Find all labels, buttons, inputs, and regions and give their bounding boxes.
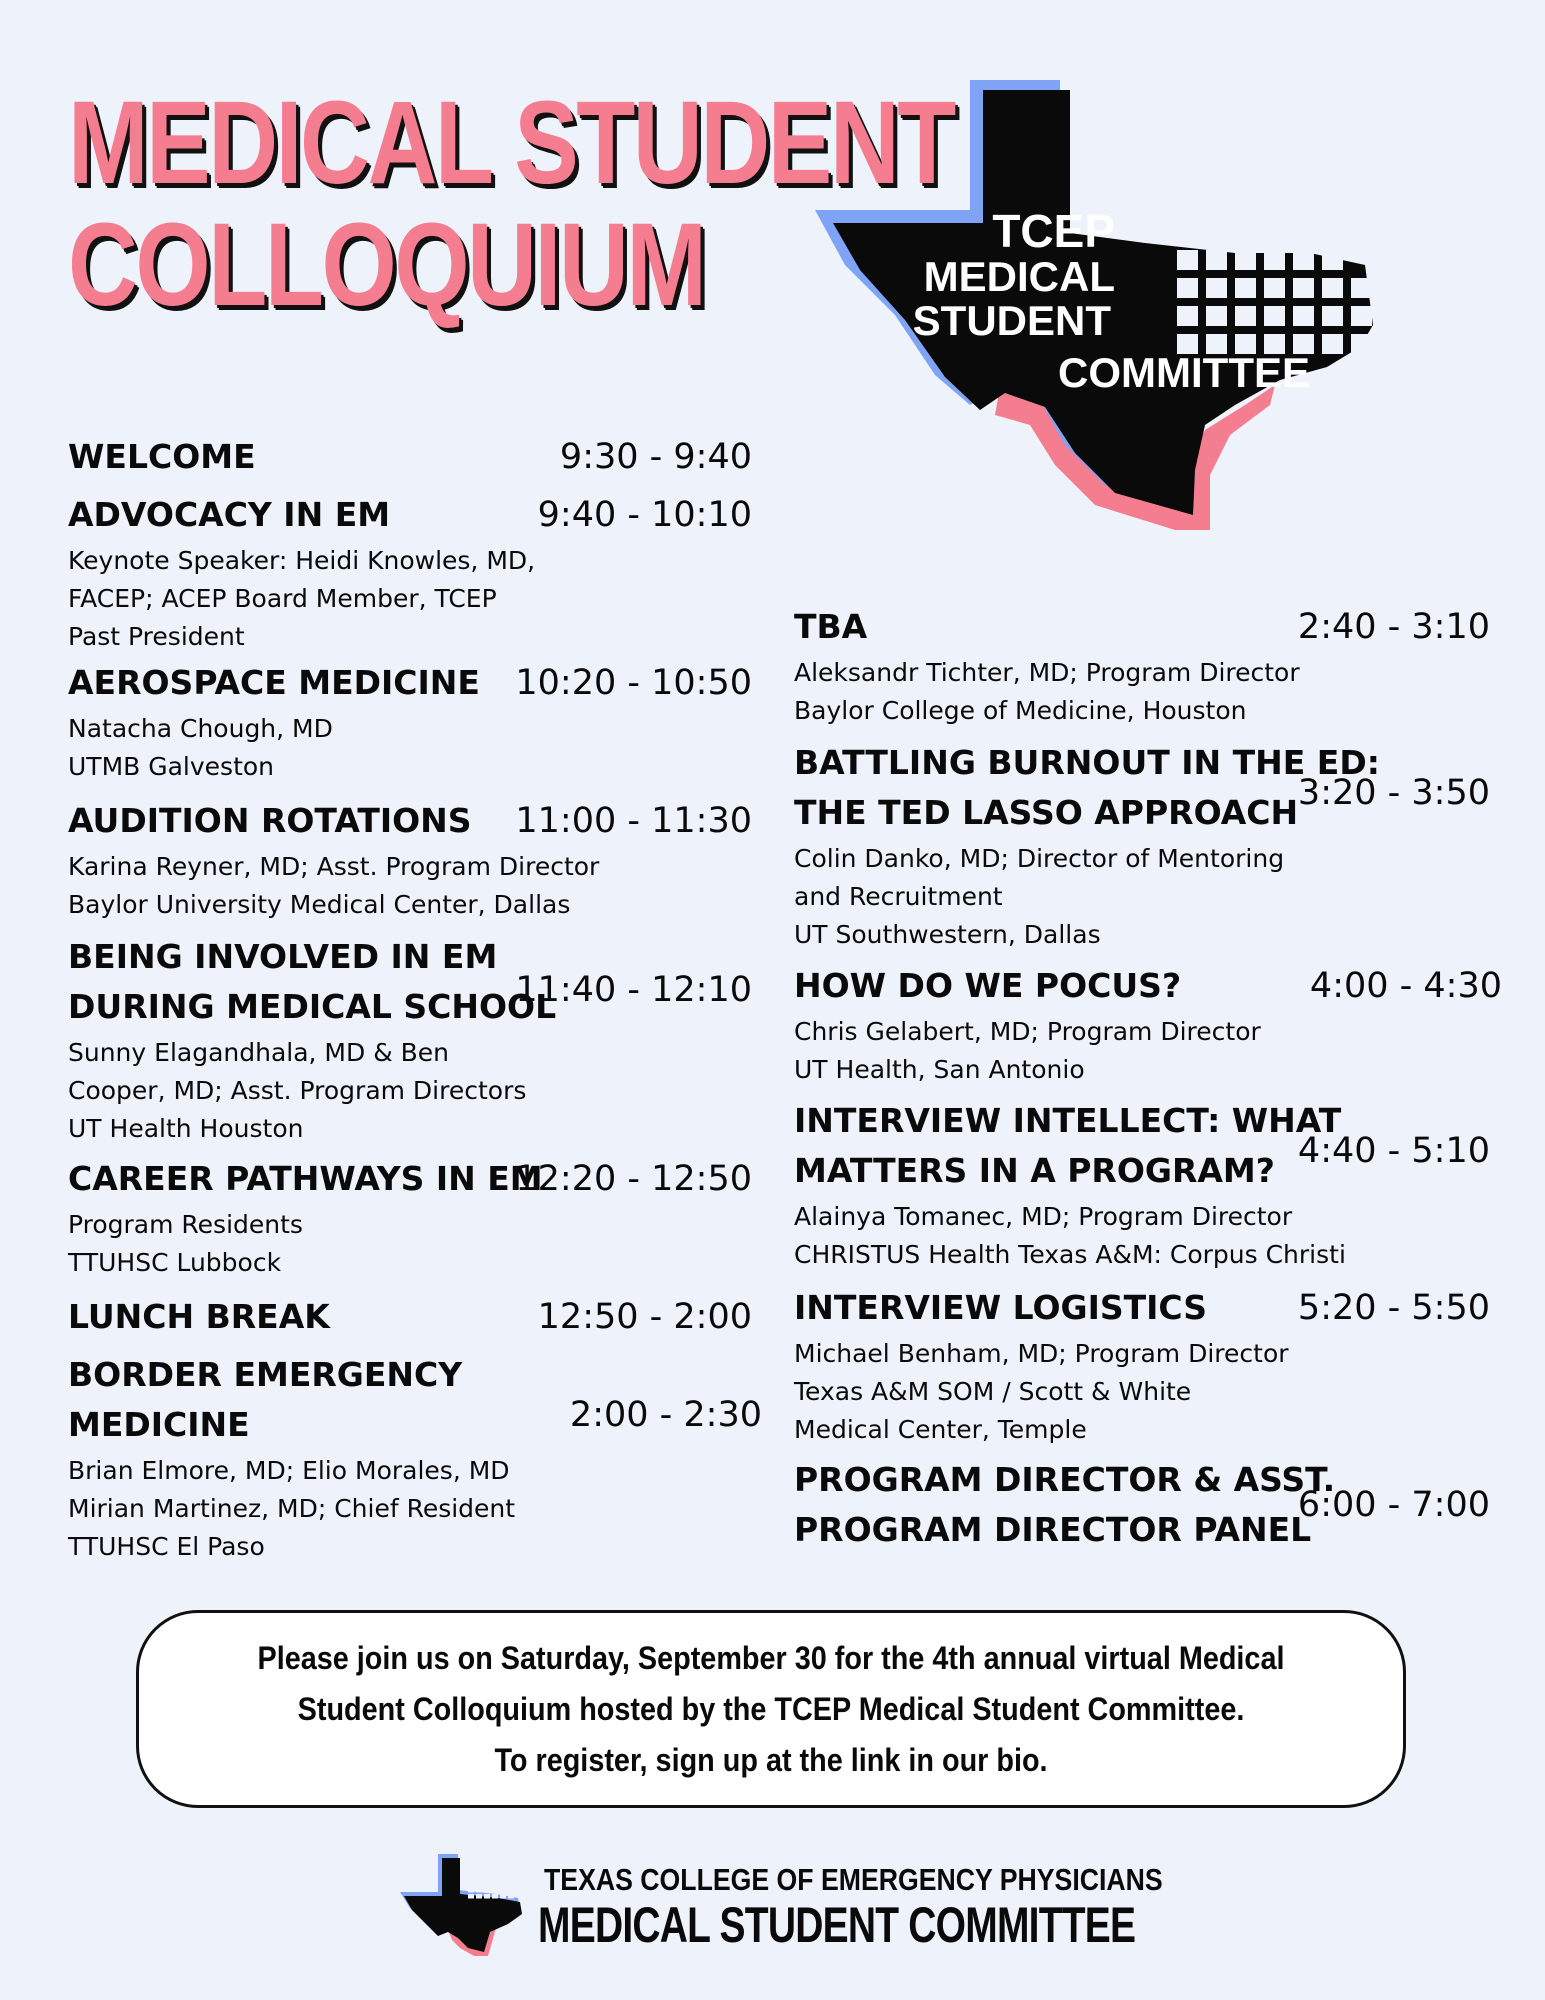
logo-line-2: MEDICAL	[923, 253, 1115, 300]
session-title: WELCOME	[68, 437, 256, 476]
session-item	[794, 602, 1494, 730]
session-title: MATTERS IN A PROGRAM?	[794, 1151, 1275, 1190]
session-title: THE TED LASSO APPROACH	[794, 793, 1299, 832]
session-title: AUDITION ROTATIONS	[68, 801, 472, 840]
session-speaker: Alainya Tomanec, MD; Program Director	[794, 1202, 1293, 1231]
session-speaker: Colin Danko, MD; Director of Mentoring	[794, 844, 1285, 873]
session-title: HOW DO WE POCUS?	[794, 966, 1182, 1005]
session-speaker: Texas A&M SOM / Scott & White	[794, 1377, 1192, 1406]
session-title: ADVOCACY IN EM	[68, 495, 391, 534]
session-speaker: UT Southwestern, Dallas	[794, 920, 1101, 949]
session-speaker: FACEP; ACEP Board Member, TCEP	[68, 584, 497, 613]
footer-line-2: MEDICAL STUDENT COMMITTEE	[538, 1897, 1136, 1953]
session-item	[68, 432, 768, 482]
session-item	[794, 1283, 1494, 1449]
session-time: 9:30 - 9:40	[559, 437, 752, 477]
title-line-2: COLLOQUIUM	[68, 199, 705, 331]
session-title: BORDER EMERGENCY	[68, 1355, 463, 1394]
logo-line-4: COMMITTEE	[1058, 349, 1310, 396]
session-time: 5:20 - 5:50	[1297, 1288, 1490, 1328]
session-speaker: Mirian Martinez, MD; Chief Resident	[68, 1494, 516, 1523]
session-item	[68, 1350, 768, 1566]
session-speaker: Medical Center, Temple	[794, 1415, 1087, 1444]
session-title: INTERVIEW LOGISTICS	[794, 1288, 1208, 1327]
session-item	[68, 1154, 768, 1282]
session-speaker: Natacha Chough, MD	[68, 714, 333, 743]
session-speaker: Baylor University Medical Center, Dallas	[68, 890, 571, 919]
session-time: 12:20 - 12:50	[515, 1159, 752, 1199]
session-time: 4:00 - 4:30	[1309, 966, 1502, 1006]
grid-pattern	[1177, 110, 1430, 354]
session-time: 9:40 - 10:10	[537, 495, 752, 535]
session-item	[794, 961, 1502, 1089]
logo-line-3: STUDENT	[912, 297, 1111, 344]
session-speaker: TTUHSC Lubbock	[68, 1248, 282, 1277]
session-item	[794, 1455, 1494, 1555]
session-speaker: TTUHSC El Paso	[68, 1532, 265, 1561]
registration-notice	[136, 1610, 1406, 1808]
session-speaker: Keynote Speaker: Heidi Knowles, MD,	[68, 546, 536, 575]
session-title: PROGRAM DIRECTOR PANEL	[794, 1510, 1312, 1549]
session-speaker: Aleksandr Tichter, MD; Program Director	[794, 658, 1300, 687]
session-speaker: Past President	[68, 622, 245, 651]
session-time: 3:20 - 3:50	[1297, 773, 1490, 813]
session-speaker: Chris Gelabert, MD; Program Director	[794, 1017, 1261, 1046]
session-speaker: UT Health Houston	[68, 1114, 304, 1143]
session-time: 11:00 - 11:30	[515, 801, 752, 841]
session-title: INTERVIEW INTELLECT: WHAT	[794, 1101, 1342, 1140]
session-time: 11:40 - 12:10	[515, 970, 752, 1010]
session-item	[68, 796, 768, 924]
session-time: 2:40 - 3:10	[1297, 607, 1490, 647]
footer-line-1: TEXAS COLLEGE OF EMERGENCY PHYSICIANS	[544, 1862, 1163, 1897]
session-title: DURING MEDICAL SCHOOL	[68, 987, 557, 1026]
session-title: PROGRAM DIRECTOR & ASST.	[794, 1460, 1336, 1499]
session-speaker: and Recruitment	[794, 882, 1003, 911]
session-item	[794, 738, 1494, 954]
session-speaker: Sunny Elagandhala, MD & Ben	[68, 1038, 450, 1067]
session-title: CAREER PATHWAYS IN EM	[68, 1159, 543, 1198]
session-time: 2:00 - 2:30	[569, 1395, 762, 1435]
notice-line-1: Please join us on Saturday, September 30 for the 4th annual virtual Medical	[257, 1639, 1285, 1676]
session-title: BEING INVOLVED IN EM	[68, 937, 498, 976]
logo-line-1: TCEP	[992, 205, 1115, 257]
session-speaker: CHRISTUS Health Texas A&M: Corpus Christi	[794, 1240, 1346, 1269]
session-title: BATTLING BURNOUT IN THE ED:	[794, 743, 1380, 782]
session-title: MEDICINE	[68, 1405, 250, 1444]
session-item	[68, 1292, 768, 1342]
session-speaker: UTMB Galveston	[68, 752, 275, 781]
session-item	[794, 1096, 1494, 1274]
session-time: 10:20 - 10:50	[515, 663, 752, 703]
session-speaker: UT Health, San Antonio	[794, 1055, 1085, 1084]
session-speaker: Baylor College of Medicine, Houston	[794, 696, 1247, 725]
notice-line-2: Student Colloquium hosted by the TCEP Medical Student Committee.	[297, 1690, 1245, 1727]
session-speaker: Brian Elmore, MD; Elio Morales, MD	[68, 1456, 510, 1485]
footer-texas-icon	[396, 1850, 536, 1960]
session-title: TBA	[794, 607, 868, 646]
session-item	[68, 490, 768, 656]
session-speaker: Cooper, MD; Asst. Program Directors	[68, 1076, 527, 1105]
session-time: 12:50 - 2:00	[537, 1297, 752, 1337]
title-line-1: MEDICAL STUDENT	[68, 77, 954, 209]
session-title: LUNCH BREAK	[68, 1297, 330, 1336]
session-speaker: Karina Reyner, MD; Asst. Program Director	[68, 852, 600, 881]
session-title: AEROSPACE MEDICINE	[68, 663, 480, 702]
footer-logo	[396, 1850, 1163, 1970]
session-speaker: Program Residents	[68, 1210, 303, 1239]
session-speaker: Michael Benham, MD; Program Director	[794, 1339, 1289, 1368]
notice-line-3: To register, sign up at the link in our bio.	[494, 1741, 1048, 1778]
texas-committee-logo	[805, 75, 1455, 575]
session-item	[68, 658, 768, 786]
session-time: 4:40 - 5:10	[1297, 1131, 1490, 1171]
session-item	[68, 932, 768, 1148]
session-time: 6:00 - 7:00	[1297, 1485, 1490, 1525]
